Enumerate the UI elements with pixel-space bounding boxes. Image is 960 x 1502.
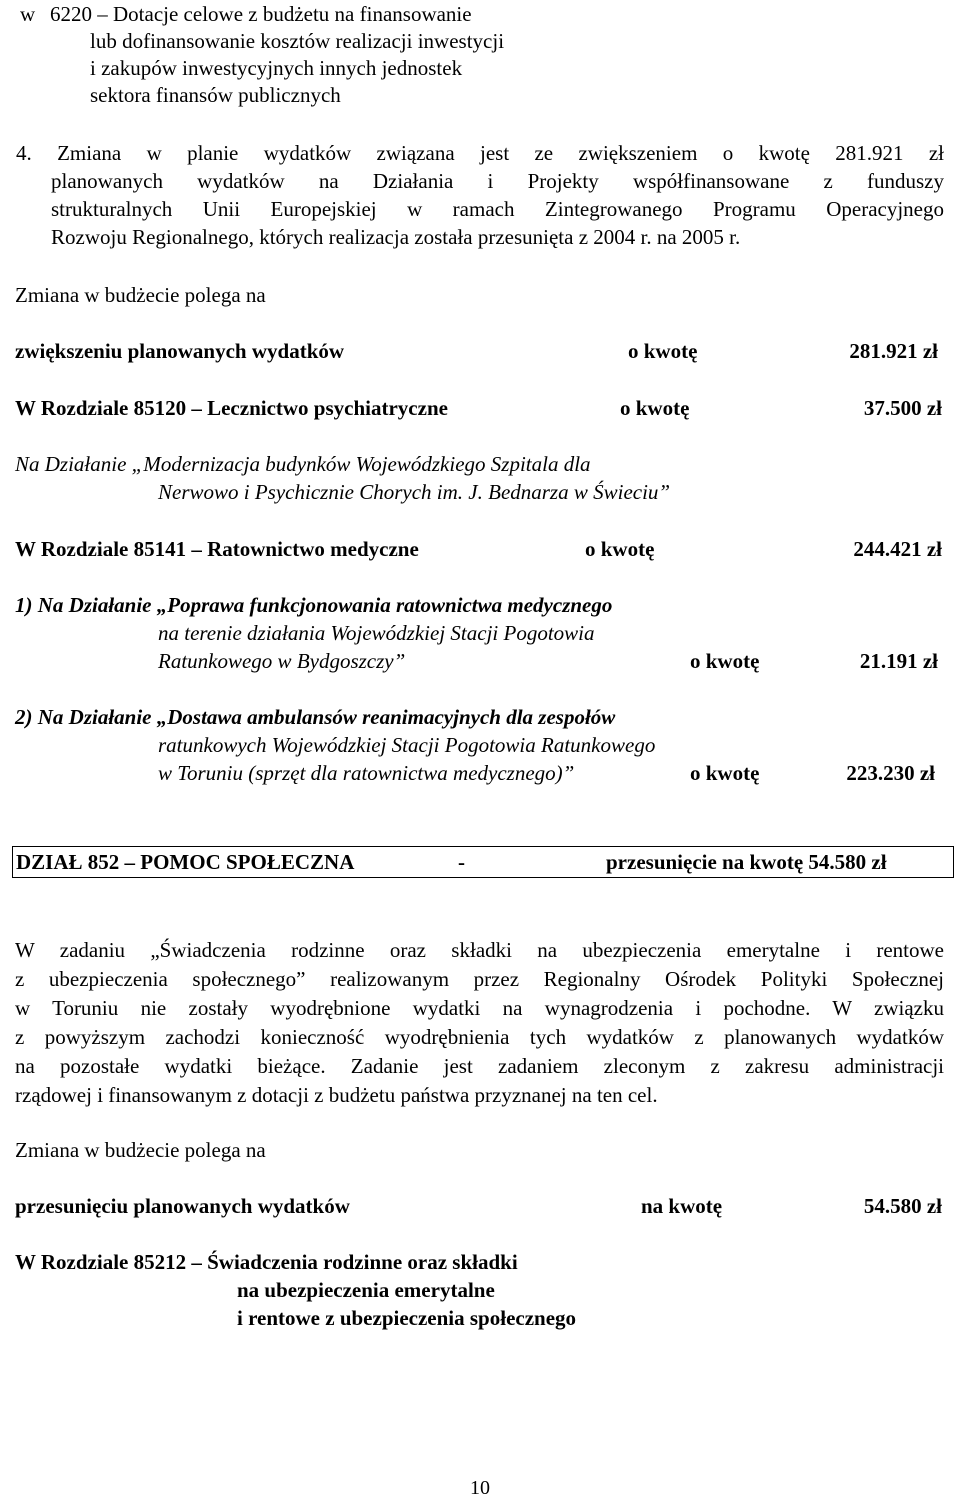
section852-line-4: z powyższym zachodzi konieczność wyodrębnienia tych wydatków z planowanych wydatków xyxy=(15,1025,944,1049)
increase-kw: o kwotę xyxy=(628,339,698,363)
section852-line-2: z ubezpieczenia społecznego” realizowanym przez Regionalny Ośrodek Polityki Społecznej xyxy=(15,967,944,991)
shift-kw: na kwotę xyxy=(641,1194,723,1218)
action85120-line-2: Nerwowo i Psychicznie Chorych im. J. Bednarza w Świeciu” xyxy=(158,480,671,504)
action2-line-1: 2) Na Działanie „Dostawa ambulansów reanimacyjnych dla zespołów xyxy=(15,705,616,729)
r85120-amount: 37.500 zł xyxy=(863,396,942,420)
action85120-line-1: Na Działanie „Modernizacja budynków Wojewódzkiego Szpitala dla xyxy=(15,452,591,476)
section4-line-4: Rozwoju Regionalnego, których realizacja została przesunięta z 2004 r. na 2005 r. xyxy=(51,225,741,249)
action1-amount: 21.191 zł xyxy=(859,649,938,673)
action1-line-2: na terenie działania Wojewódzkiej Stacji Pogotowia xyxy=(158,621,595,645)
intro-marker: w xyxy=(20,2,36,26)
section852-line-1: W zadaniu „Świadczenia rodzinne oraz składki na ubezpieczenia emerytalne i rentowe xyxy=(15,938,944,962)
section852-line-6: rządowej i finansowanym z dotacji z budżetu państwa przyznanej na ten cel. xyxy=(15,1083,658,1107)
section852-line-3: w Toruniu nie zostały wyodrębnione wydatki na wynagrodzenia i pochodne. W związku xyxy=(15,996,944,1020)
section4-line-3: strukturalnych Unii Europejskiej w ramach Zintegrowanego Programu Operacyjnego xyxy=(51,197,944,221)
intro-line-4: sektora finansów publicznych xyxy=(90,83,341,107)
section852-line-5: na pozostałe wydatki bieżące. Zadanie jest zadaniem zleconym z zakresu administracji xyxy=(15,1054,944,1078)
r85212-line-1: W Rozdziale 85212 – Świadczenia rodzinne oraz składki xyxy=(15,1250,518,1274)
shift-label: przesunięciu planowanych wydatków xyxy=(15,1194,350,1218)
action1-line-1: 1) Na Działanie „Poprawa funkcjonowania ratownictwa medycznego xyxy=(15,593,613,617)
r85120-label: W Rozdziale 85120 – Lecznictwo psychiatryczne xyxy=(15,396,448,420)
action2-amount: 223.230 zł xyxy=(846,761,935,785)
r85120-kw: o kwotę xyxy=(620,396,690,420)
change-intro-852: Zmiana w budżecie polega na xyxy=(15,1138,266,1162)
increase-amount: 281.921 zł xyxy=(849,339,938,363)
intro-line-3: i zakupów inwestycyjnych innych jednostek xyxy=(90,56,463,80)
action2-line-2: ratunkowych Wojewódzkiej Stacji Pogotowia Ratunkowego xyxy=(158,733,656,757)
r85141-amount: 244.421 zł xyxy=(853,537,942,561)
r85141-kw: o kwotę xyxy=(585,537,655,561)
action1-kw: o kwotę xyxy=(690,649,760,673)
dzial852-label: DZIAŁ 852 – POMOC SPOŁECZNA xyxy=(16,850,355,874)
section4-line-2: planowanych wydatków na Działania i Projekty współfinansowane z funduszy xyxy=(51,169,944,193)
dzial852-transfer: przesunięcie na kwotę 54.580 zł xyxy=(606,850,887,874)
action2-line-3: w Toruniu (sprzęt dla ratownictwa medycznego)” xyxy=(158,761,575,785)
page-number: 10 xyxy=(470,1477,490,1499)
r85141-label: W Rozdziale 85141 – Ratownictwo medyczne xyxy=(15,537,419,561)
r85212-line-2: na ubezpieczenia emerytalne xyxy=(237,1278,495,1302)
dzial852-dash: - xyxy=(458,850,465,874)
intro-line-1: 6220 – Dotacje celowe z budżetu na finansowanie xyxy=(50,2,472,26)
increase-label: zwiększeniu planowanych wydatków xyxy=(15,339,345,363)
action1-line-3: Ratunkowego w Bydgoszczy” xyxy=(158,649,406,673)
change-intro: Zmiana w budżecie polega na xyxy=(15,283,266,307)
r85212-line-3: i rentowe z ubezpieczenia społecznego xyxy=(237,1306,577,1330)
intro-line-2: lub dofinansowanie kosztów realizacji inwestycji xyxy=(90,29,505,53)
shift-amount: 54.580 zł xyxy=(863,1194,942,1218)
section4-line-1: 4. Zmiana w planie wydatków związana jest ze zwiększeniem o kwotę 281.921 zł xyxy=(16,141,944,165)
action2-kw: o kwotę xyxy=(690,761,760,785)
